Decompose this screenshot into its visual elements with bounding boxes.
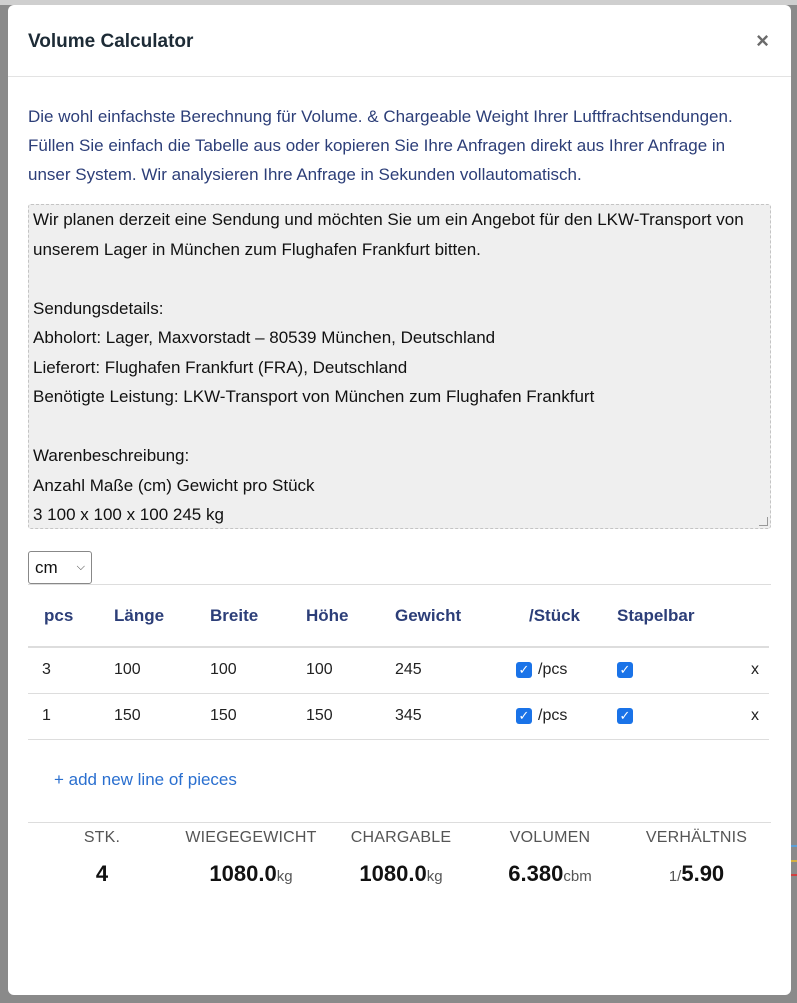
summary-chargeable-value-wrap [326,861,476,887]
summary-chargeable-unit: kg [426,867,443,885]
summary-volume [476,823,624,887]
table-row [28,647,769,693]
resize-handle-icon[interactable] [759,517,768,526]
summary-ratio-prefix: 1/ [668,867,682,885]
summary-bar [28,822,771,887]
summary-ratio [624,823,769,887]
modal-header [8,5,791,77]
volume-calculator-modal [8,5,791,995]
cell-width[interactable]: 150 [209,693,305,739]
summary-volume-label: VOLUMEN [509,828,591,846]
header-per-piece: /Stück [515,585,616,647]
header-weight: Gewicht [394,585,515,647]
cell-stackable [616,647,729,693]
unit-row [28,551,771,585]
add-line-button[interactable]: + add new line of pieces [54,769,237,789]
background-line [791,860,797,862]
per-piece-label: /pcs [538,661,568,679]
table-row [28,693,769,739]
summary-ratio-value-wrap [624,861,769,887]
summary-chargeable-value: 1080.0 [359,860,427,886]
header-actions [729,585,769,647]
per-piece-checkbox[interactable]: ✓ [516,662,532,678]
intro-text: Die wohl einfachste Berechnung für Volume. & Chargeable Weight Ihrer Luftfrachtsendungen. Füllen Sie einfach die Tabelle aus oder kopieren Sie Ihre Anfragen direkt aus Ihrer Anfrage in unser System. Wir analysieren Ihre Anfrage in Sekunden vollautomatisch. [28,107,733,184]
request-text: Wir planen derzeit eine Sendung und möchten Sie um ein Angebot für den LKW-Transport von unserem Lager in München zum Flughafen Frankfurt bitten. Sendungsdetails: Abholort: Lager, Maxvorstadt – 80539 München, Deutschland Lieferort: Flughafen Frankfurt (FRA), Deutschland Benötigte Leistung: LKW-Transport von München zum Flughafen Frankfurt Warenbeschreibung: Anzahl Maße (cm) Gewicht pro Stück 3 100 x 100 x 100 245 kg [33,210,744,524]
summary-gross-weight [176,823,326,887]
cell-width[interactable]: 100 [209,647,305,693]
cell-weight[interactable]: 245 [394,647,515,693]
header-stackable: Stapelbar [616,585,729,647]
pieces-table [28,585,769,740]
delete-row-button[interactable]: x [729,693,769,739]
summary-volume-unit: cbm [563,867,592,885]
summary-gross-value: 1080.0 [209,860,277,886]
per-piece-label: /pcs [538,706,568,724]
summary-volume-value: 6.380 [508,860,564,886]
header-width: Breite [209,585,305,647]
request-textarea[interactable] [28,204,771,529]
table-header-row [28,585,769,647]
background-line [791,874,797,876]
cell-length[interactable]: 150 [113,693,209,739]
summary-pieces-label: STK. [83,828,121,846]
cell-height[interactable]: 100 [305,647,394,693]
summary-pieces-value: 4 [95,860,109,886]
stackable-checkbox[interactable]: ✓ [617,708,633,724]
unit-select[interactable] [28,551,92,584]
cell-per-piece [515,647,616,693]
summary-pieces [28,823,176,887]
summary-volume-value-wrap [476,861,624,887]
cell-pcs[interactable]: 3 [28,647,113,693]
summary-ratio-label: VERHÄLTNIS [645,828,748,846]
cell-stackable [616,693,729,739]
background-line [791,845,797,847]
cell-length[interactable]: 100 [113,647,209,693]
summary-chargeable [326,823,476,887]
summary-gross-label: WIEGEGEWICHT [185,828,317,846]
unit-select-value: cm [35,557,58,577]
summary-ratio-value: 5.90 [681,860,725,886]
header-length: Länge [113,585,209,647]
close-icon[interactable]: × [756,27,769,53]
header-pcs: pcs [28,585,113,647]
per-piece-checkbox[interactable]: ✓ [516,708,532,724]
cell-height[interactable]: 150 [305,693,394,739]
stackable-checkbox[interactable]: ✓ [617,662,633,678]
header-height: Höhe [305,585,394,647]
chevron-down-icon: ⌵ [76,561,85,573]
summary-gross-value-wrap [176,861,326,887]
modal-title: Volume Calculator [28,30,194,52]
cell-weight[interactable]: 345 [394,693,515,739]
cell-per-piece [515,693,616,739]
cell-pcs[interactable]: 1 [28,693,113,739]
delete-row-button[interactable]: x [729,647,769,693]
summary-chargeable-label: CHARGABLE [350,828,452,846]
summary-gross-unit: kg [276,867,293,885]
